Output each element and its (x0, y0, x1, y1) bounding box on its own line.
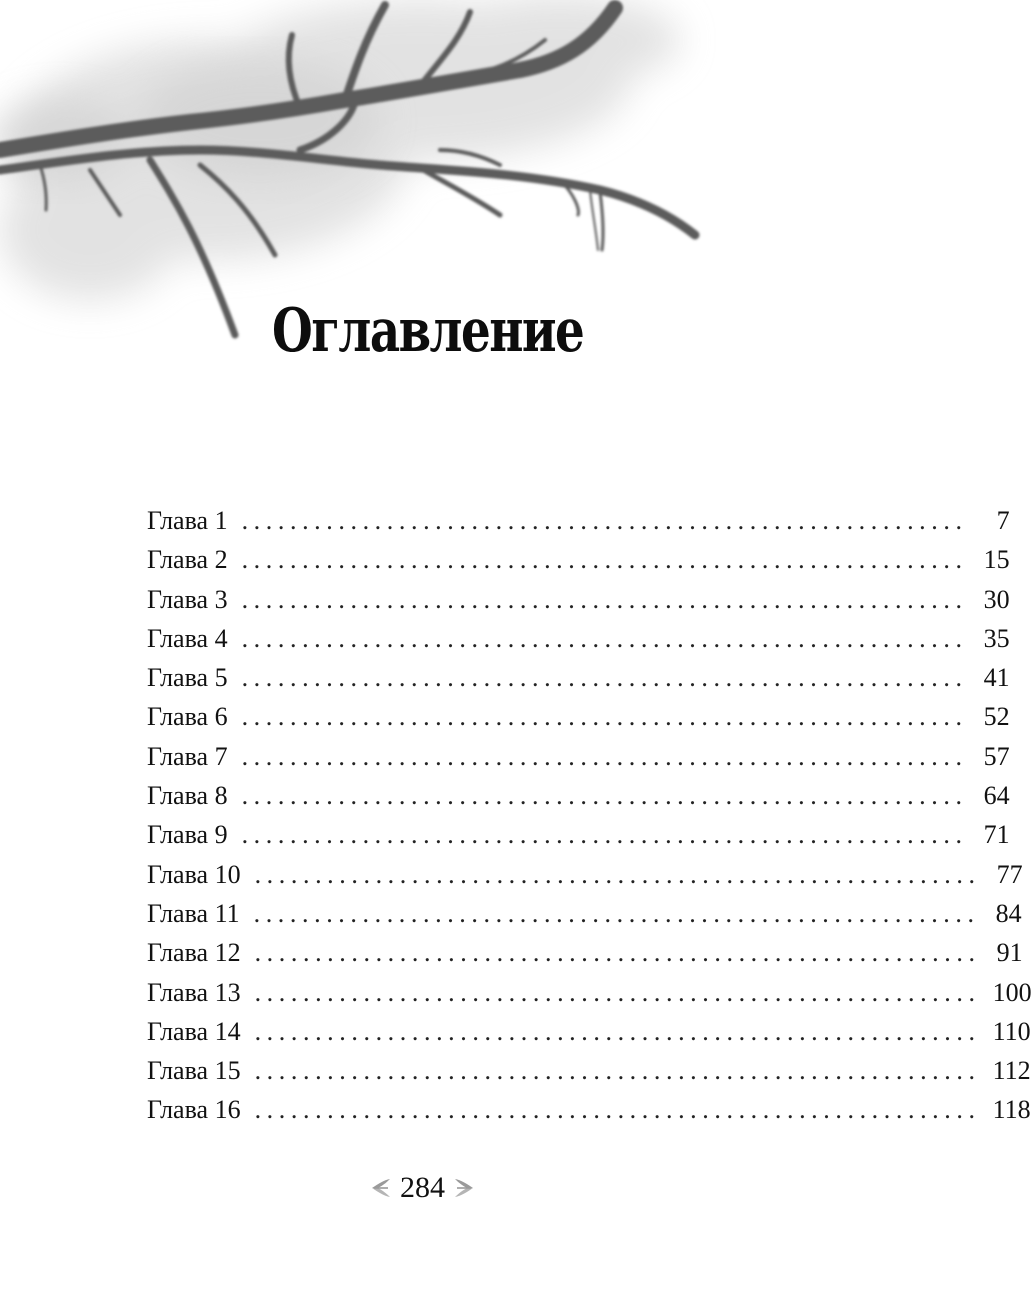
chapter-label: Глава 15 (147, 1056, 241, 1086)
chapter-label: Глава 14 (147, 1016, 241, 1046)
chapter-label: Глава 3 (147, 584, 228, 614)
dot-leader: ............................................................ (241, 545, 968, 575)
toc-entry (147, 776, 1010, 815)
chapter-page-number: 52 (983, 702, 1010, 732)
chapter-page-number: 30 (983, 584, 1010, 614)
chapter-label: Глава 13 (147, 977, 241, 1007)
dot-leader: ............................................................ (253, 898, 980, 928)
toc-entry (147, 1051, 1031, 1090)
dot-leader: ............................................................ (241, 623, 968, 653)
table-of-contents (147, 501, 1032, 1130)
dot-leader: ............................................................ (254, 859, 981, 889)
dot-leader: ............................................................ (254, 1016, 981, 1046)
chapter-label: Глава 12 (147, 938, 241, 968)
chapter-page-number: 41 (983, 663, 1010, 693)
chapter-page-number: 64 (983, 781, 1010, 811)
toc-entry (147, 501, 1010, 540)
chapter-page-number: 35 (983, 623, 1010, 653)
toc-entry (147, 973, 1032, 1012)
chapter-page-number: 84 (995, 898, 1022, 928)
toc-entry (147, 619, 1010, 658)
leaf-ornament-right-icon (453, 1175, 475, 1201)
page-number: 284 (400, 1171, 445, 1204)
chapter-page-number: 7 (996, 506, 1010, 535)
chapter-label: Глава 9 (147, 820, 228, 850)
chapter-page-number: 77 (996, 859, 1023, 889)
leaf-ornament-left-icon (370, 1175, 392, 1201)
dot-leader: ............................................................ (241, 820, 968, 850)
chapter-label: Глава 16 (147, 1095, 241, 1125)
chapter-label: Глава 8 (147, 781, 228, 811)
dot-leader: ............................................................ (254, 938, 981, 968)
chapter-label: Глава 2 (147, 545, 228, 575)
chapter-page-number: 91 (996, 938, 1023, 968)
dot-leader: ............................................................ (254, 977, 981, 1007)
toc-entry (147, 697, 1010, 736)
toc-entry (147, 737, 1010, 776)
toc-entry (147, 815, 1010, 854)
toc-entry (147, 1012, 1031, 1051)
toc-entry (147, 933, 1023, 972)
chapter-page-number: 100 (992, 977, 1032, 1007)
chapter-label: Глава 11 (147, 898, 240, 928)
chapter-page-number: 15 (983, 545, 1010, 575)
chapter-label: Глава 5 (147, 663, 228, 693)
dot-leader: ............................................................ (241, 663, 968, 693)
chapter-label: Глава 10 (147, 859, 241, 889)
chapter-page-number: 118 (992, 1095, 1031, 1125)
dot-leader: ............................................................ (241, 584, 968, 614)
chapter-page-number: 110 (992, 1016, 1031, 1046)
toc-entry (147, 855, 1023, 894)
chapter-label: Глава 7 (147, 741, 228, 771)
toc-entry (147, 1090, 1031, 1129)
chapter-page-number: 57 (983, 741, 1010, 771)
page-footer (0, 1166, 845, 1210)
toc-entry (147, 658, 1010, 697)
dot-leader: ............................................................ (241, 702, 968, 732)
chapter-label: Глава 4 (147, 623, 228, 653)
toc-entry (147, 580, 1010, 619)
dot-leader: ............................................................ (241, 741, 968, 771)
page-title: Оглавление (272, 296, 584, 366)
chapter-label: Глава 1 (147, 506, 228, 535)
toc-entry (147, 894, 1022, 933)
dot-leader: ............................................................ (254, 1056, 981, 1086)
dot-leader: ............................................................ (254, 1095, 981, 1125)
chapter-page-number: 112 (992, 1056, 1031, 1086)
chapter-page-number: 71 (983, 820, 1010, 850)
chapter-label: Глава 6 (147, 702, 228, 732)
dot-leader: ............................................................ (241, 781, 968, 811)
toc-entry (147, 540, 1010, 579)
dot-leader: ............................................................ (241, 506, 968, 535)
